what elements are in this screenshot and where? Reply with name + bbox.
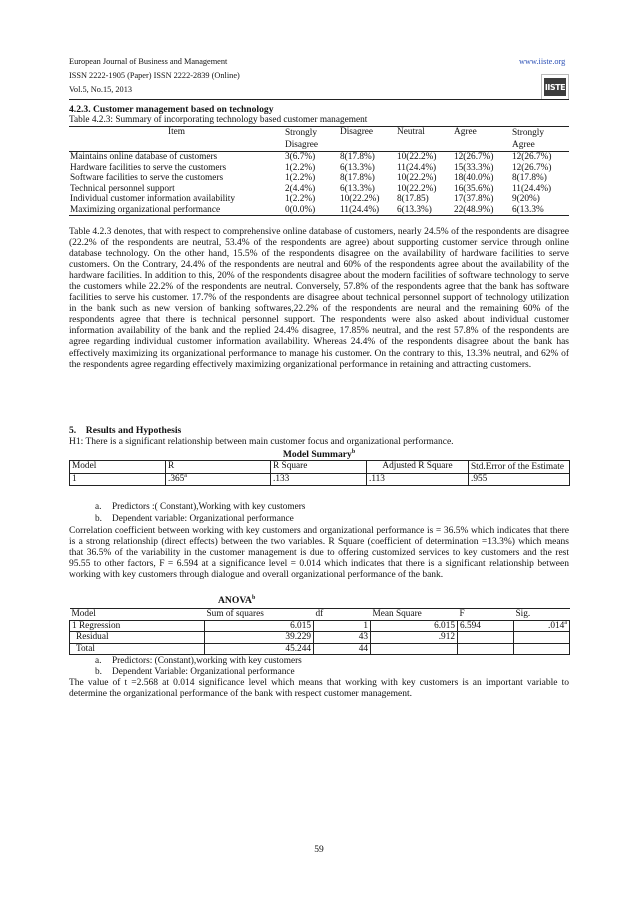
ms-cell-r-value: .365 bbox=[168, 474, 185, 484]
section-heading-423: 4.2.3. Customer management based on technology bbox=[69, 104, 274, 115]
anova-note-a bbox=[95, 656, 302, 667]
anova-header-ss: Sum of squares bbox=[206, 609, 264, 619]
cell-sd: 1(2.2%) bbox=[285, 194, 316, 204]
ms-note-b-text: Dependent variable: Organizational performance bbox=[112, 514, 294, 524]
paragraph-model-summary: Correlation coefficient between working with key customers and organizational performance is = 36.5% which indicates that there is a strong relationship (direct effects) between the two variables. R Square (coefficient of determination =13.3%) which means that 36.5% of the variability in the customer management is due to offering customized services to key customers and the rest 95.55 to other factors, F = 6.594 at a significance level = 0.014 which indicates that there is a significant relationship between working with key customers through dialogue and overall organizational performance of the bank. bbox=[69, 526, 569, 581]
anova-cell-sig bbox=[514, 643, 570, 655]
table-row bbox=[69, 194, 569, 205]
cell-sa: 12(26.7%) bbox=[512, 162, 552, 173]
anova-cell-model: 1 Regression bbox=[70, 620, 205, 632]
cell-d: 6(13.3%) bbox=[340, 162, 375, 173]
anova-note-b-text: Dependent Variable: Organizational performance bbox=[112, 667, 295, 677]
anova-cell-df: 44 bbox=[314, 643, 371, 655]
cell-a: 15(33.3%) bbox=[454, 162, 494, 173]
col-header-strongly-disagree: Strongly Disagree bbox=[285, 128, 319, 150]
cell-n: 10(22.2%) bbox=[397, 183, 437, 194]
anova-header-ms: Mean Square bbox=[372, 609, 422, 619]
journal-volume: Vol.5, No.15, 2013 bbox=[69, 85, 132, 94]
anova-note-b bbox=[95, 667, 295, 678]
cell-sd: 0(0.0%) bbox=[285, 204, 316, 215]
anova-cell-sig bbox=[514, 632, 570, 644]
cell-a: 18(40.0%) bbox=[454, 173, 494, 183]
anova-cell-sig-value: .014 bbox=[548, 620, 565, 631]
header-rule bbox=[69, 99, 569, 100]
ms-header-model: Model bbox=[70, 461, 166, 474]
anova-cell-model: Residual bbox=[70, 632, 205, 644]
col-header-disagree: Disagree bbox=[340, 127, 374, 137]
cell-d: 8(17.8%) bbox=[340, 173, 375, 183]
hypothesis-h1: H1: There is a significant relationship between main customer focus and organizational performance. bbox=[69, 437, 454, 447]
iiste-logo-text: IISTE bbox=[544, 78, 566, 96]
table-row bbox=[70, 474, 570, 486]
cell-n: 11(24.4%) bbox=[397, 162, 437, 173]
anova-cell-sig bbox=[514, 620, 570, 632]
anova-header-f: F bbox=[459, 609, 465, 619]
page-number: 59 bbox=[314, 845, 324, 855]
journal-issn: ISSN 2222-1905 (Paper) ISSN 2222-2839 (Online) bbox=[69, 71, 240, 80]
anova-header-df: df bbox=[315, 609, 324, 619]
table-423-header-row bbox=[69, 127, 569, 152]
cell-a: 16(35.6%) bbox=[454, 183, 494, 194]
ms-header-r: R bbox=[166, 461, 271, 474]
anova-title-text: ANOVA bbox=[218, 595, 252, 606]
table-row bbox=[70, 632, 570, 644]
cell-n: 10(22.2%) bbox=[397, 152, 437, 162]
anova-note-a-text: Predictors: (Constant),working with key customers bbox=[112, 656, 302, 666]
ms-cell-r-square: .133 bbox=[271, 474, 367, 486]
anova-header-row bbox=[70, 609, 570, 621]
ms-cell-r bbox=[166, 474, 271, 486]
anova-cell-ss: 6.015 bbox=[205, 620, 314, 632]
anova-cell-ms bbox=[371, 643, 458, 655]
cell-a: 12(26.7%) bbox=[454, 152, 494, 162]
col-header-neutral: Neutral bbox=[397, 127, 425, 137]
col-header-agree: Agree bbox=[454, 127, 477, 137]
anova-cell-ms: 6.015 bbox=[371, 620, 458, 632]
anova-table bbox=[69, 608, 570, 655]
paragraph-anova: The value of t =2.568 at 0.014 significance level which means that working with key customers is an important variable to determine the organizational performance of the bank with respect customer management. bbox=[69, 678, 569, 700]
ms-note-a bbox=[95, 502, 305, 513]
ms-note-a-text: Predictors :( Constant),Working with key customers bbox=[112, 502, 306, 512]
iiste-logo bbox=[541, 74, 569, 100]
cell-a: 22(48.9%) bbox=[454, 204, 494, 215]
cell-item: Hardware facilities to serve the customers bbox=[70, 162, 227, 173]
ms-header-adj-r-square: Adjusted R Square bbox=[367, 461, 469, 474]
table-423-caption: Table 4.2.3: Summary of incorporating technology based customer management bbox=[69, 115, 368, 125]
cell-d: 11(24.4%) bbox=[340, 204, 380, 215]
section-heading-5: 5. Results and Hypothesis bbox=[69, 425, 182, 436]
model-summary-title-text: Model Summary bbox=[282, 449, 352, 460]
table-row bbox=[69, 173, 569, 184]
model-summary-title-sup: b bbox=[351, 448, 356, 455]
anova-title-sup: b bbox=[251, 594, 256, 601]
ms-cell-r-sup: a bbox=[184, 473, 187, 479]
cell-item: Maintains online database of customers bbox=[70, 152, 218, 162]
anova-note-b-label: b. bbox=[95, 667, 102, 677]
cell-item: Software facilities to serve the customers bbox=[70, 173, 224, 183]
anova-cell-ss: 39.229 bbox=[205, 632, 314, 644]
cell-a: 17(37.8%) bbox=[454, 194, 494, 204]
ms-note-b-label: b. bbox=[95, 514, 102, 524]
anova-note-a-label: a. bbox=[95, 656, 102, 666]
cell-item: Maximizing organizational performance bbox=[70, 204, 221, 215]
col-header-item: Item bbox=[167, 127, 186, 137]
anova-cell-sig-sup: a bbox=[564, 620, 567, 626]
cell-sa: 9(20%) bbox=[512, 194, 540, 204]
anova-title bbox=[218, 595, 255, 606]
table-row bbox=[69, 184, 569, 195]
anova-cell-f bbox=[458, 632, 514, 644]
anova-header-model: Model bbox=[71, 609, 96, 619]
model-summary-table bbox=[69, 460, 570, 486]
cell-d: 8(17.8%) bbox=[340, 152, 375, 162]
paragraph-423: Table 4.2.3 denotes, that with respect to comprehensive online database of customers, nearly 24.5% of the respondents are disagree (22.2% of the respondents are neutral, 53.4% of the respondents are agree) about supporting customer service through online database technology. On the other hand, 15.5% of the respondents disagree on the availability of hardware facilities to serve customers. On the Contrary, 24.4% of the respondents are neutral and 60% of the respondents agree about the availability of the hardware facilities. In addition to this, 20% of the respondents disagree about the modern facilities of software technology to serve the customers while 22.2% of the respondents are neutral. Conversely, 57.8% of the respondents agree that the bank has software facilities to serve his customer. 17.7% of the respondents are disagree about technical personnel support of technology utilization in the bank such as new version of banking softwares,22.2% of the respondents are neural and the remaining 60% of the respondents agree that there is technical personnel support. The respondents were also asked about individual customer information availability of the bank and the replied 24.4% disagree, 17.85% neutral, and the rest 57.8% of the respondents are agree regarding individual customer information availability. Whereas 24.4% of the respondents disagree about the bank has effectively maximizing its organizational performance to manage his customer. On the contrary to this, 13.3% neutral, and 62% of the respondents agree regarding effectively maximizing organizational performance in retaining and attracting customers. bbox=[69, 227, 569, 370]
col-header-strongly-agree: Strongly Agree bbox=[512, 128, 545, 150]
cell-sa: 11(24.4%) bbox=[512, 183, 552, 194]
cell-sa: 12(26.7%) bbox=[512, 152, 552, 162]
anova-cell-f bbox=[458, 643, 514, 655]
ms-cell-adj-r-square: .113 bbox=[367, 474, 469, 486]
anova-cell-model: Total bbox=[70, 643, 205, 655]
anova-cell-ss: 45.244 bbox=[205, 643, 314, 655]
ms-header-std-error: Std.Error of the Estimate bbox=[469, 461, 570, 474]
anova-cell-df: 1 bbox=[314, 620, 371, 632]
cell-n: 10(22.2%) bbox=[397, 173, 437, 183]
cell-sd: 2(4.4%) bbox=[285, 183, 316, 194]
cell-sd: 1(2.2%) bbox=[285, 162, 316, 173]
cell-sd: 3(6.7%) bbox=[285, 152, 316, 162]
cell-d: 10(22.2%) bbox=[340, 194, 380, 204]
table-row bbox=[69, 163, 569, 174]
table-row bbox=[70, 620, 570, 632]
cell-d: 6(13.3%) bbox=[340, 183, 375, 194]
cell-sa: 8(17.8%) bbox=[512, 173, 547, 183]
cell-item: Individual customer information availability bbox=[70, 194, 235, 204]
table-row bbox=[69, 205, 569, 216]
model-summary-header-row bbox=[70, 461, 570, 474]
anova-cell-ms: .912 bbox=[371, 632, 458, 644]
cell-n: 6(13.3%) bbox=[397, 204, 432, 215]
journal-name: European Journal of Business and Management bbox=[69, 57, 228, 66]
table-row bbox=[69, 152, 569, 163]
ms-cell-model: 1 bbox=[70, 474, 166, 486]
table-423 bbox=[69, 126, 569, 216]
ms-header-r-square: R Square bbox=[271, 461, 367, 474]
table-row bbox=[70, 643, 570, 655]
cell-item: Technical personnel support bbox=[70, 183, 175, 194]
ms-cell-std-error: .955 bbox=[469, 474, 570, 486]
anova-cell-f: 6.594 bbox=[458, 620, 514, 632]
cell-sd: 1(2.2%) bbox=[285, 173, 316, 183]
website-link[interactable]: www.iiste.org bbox=[519, 57, 566, 66]
anova-cell-df: 43 bbox=[314, 632, 371, 644]
model-summary-title bbox=[0, 449, 638, 460]
ms-note-b bbox=[95, 514, 294, 525]
cell-n: 8(17.85) bbox=[397, 194, 429, 204]
anova-header-sig: Sig. bbox=[515, 609, 531, 619]
ms-note-a-label: a. bbox=[95, 502, 102, 512]
cell-sa: 6(13.3% bbox=[512, 204, 544, 215]
